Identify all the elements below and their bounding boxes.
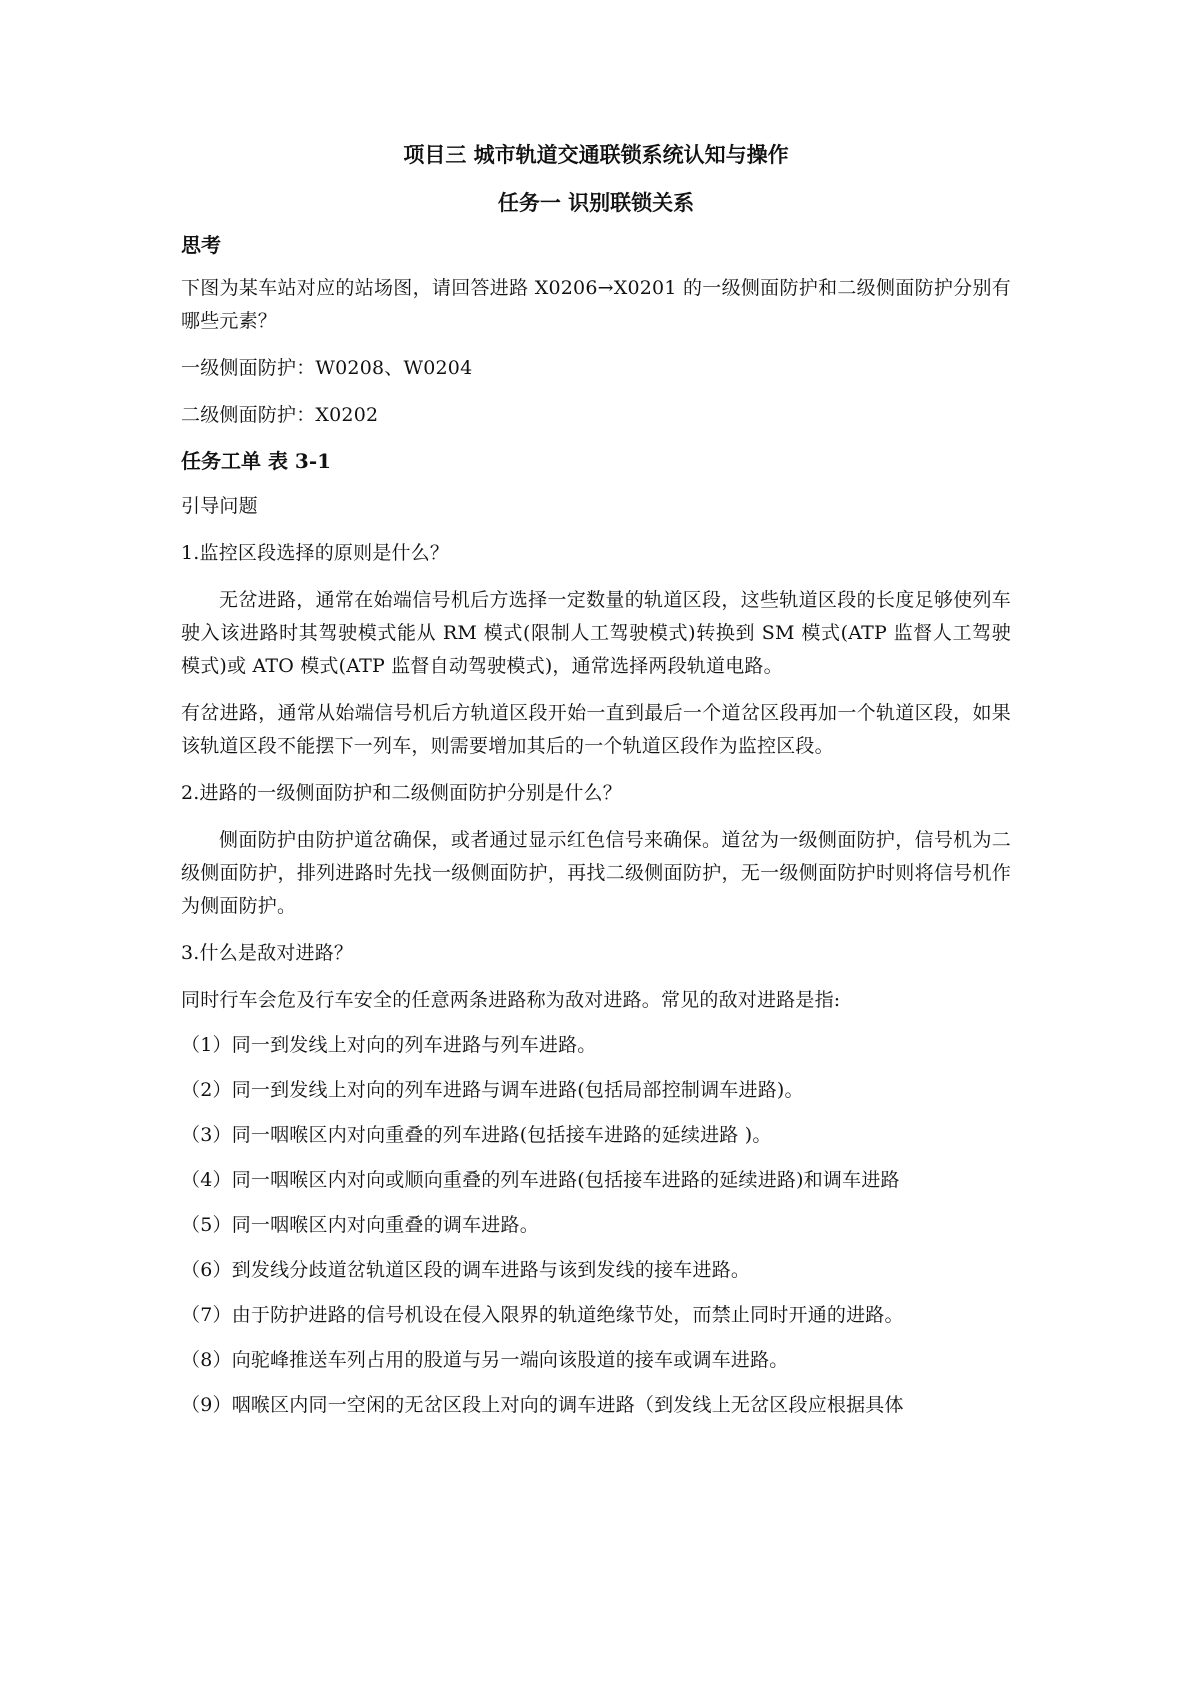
think-question: 下图为某车站对应的站场图，请回答进路 X0206→X0201 的一级侧面防护和二级侧面防护分别有哪些元素？ xyxy=(181,277,1011,332)
question-2: 2.进路的一级侧面防护和二级侧面防护分别是什么？ xyxy=(181,782,622,804)
answer-level1: 一级侧面防护：W0208、W0204 xyxy=(181,357,473,379)
question-3-intro: 同时行车会危及行车安全的任意两条进路称为敌对进路。常见的敌对进路是指: xyxy=(181,989,841,1011)
question-2-paragraph: 侧面防护由防护道岔确保，或者通过显示红色信号来确保。道岔为一级侧面防护，信号机为二级侧面防护，排列进路时先找一级侧面防护，再找二级侧面防护，无一级侧面防护时则将信号机作为侧面防护。 xyxy=(181,829,1011,917)
answer-level2: 二级侧面防护：X0202 xyxy=(181,404,379,426)
list-item: （4）同一咽喉区内对向或顺向重叠的列车进路(包括接车进路的延续进路)和调车进路 xyxy=(181,1169,900,1191)
list-item: （9）咽喉区内同一空闲的无岔区段上对向的调车进路（到发线上无岔区段应根据具体 xyxy=(181,1394,904,1416)
guide-label: 引导问题 xyxy=(181,495,258,517)
think-heading: 思考 xyxy=(181,233,221,257)
list-item: （2）同一到发线上对向的列车进路与调车进路(包括局部控制调车进路)。 xyxy=(181,1079,804,1101)
document-subtitle: 任务一 识别联锁关系 xyxy=(497,190,695,215)
list-item: （3）同一咽喉区内对向重叠的列车进路(包括接车进路的延续进路 )。 xyxy=(181,1124,772,1146)
worksheet-heading: 任务工单 表 3-1 xyxy=(181,449,332,473)
document-title: 项目三 城市轨道交通联锁系统认知与操作 xyxy=(403,142,789,167)
question-3: 3.什么是敌对进路？ xyxy=(181,942,354,964)
list-item: （1）同一到发线上对向的列车进路与列车进路。 xyxy=(181,1034,597,1056)
list-item: （7）由于防护进路的信号机设在侵入限界的轨道绝缘节处，而禁止同时开通的进路。 xyxy=(181,1304,904,1326)
question-1: 1.监控区段选择的原则是什么？ xyxy=(181,542,450,564)
question-1-paragraph-2: 有岔进路，通常从始端信号机后方轨道区段开始一直到最后一个道岔区段再加一个轨道区段，如果该轨道区段不能摆下一列车，则需要增加其后的一个轨道区段作为监控区段。 xyxy=(181,702,1011,757)
list-item: （8）向驼峰推送车列占用的股道与另一端向该股道的接车或调车进路。 xyxy=(181,1349,789,1371)
list-item: （5）同一咽喉区内对向重叠的调车进路。 xyxy=(181,1214,539,1236)
question-1-paragraph-1: 无岔进路，通常在始端信号机后方选择一定数量的轨道区段，这些轨道区段的长度足够使列车驶入该进路时其驾驶模式能从 RM 模式(限制人工驾驶模式)转换到 SM 模式(ATP 监督人工驾驶模式)或 ATO 模式(ATP 监督自动驾驶模式)，通常选择两段轨道电路。 xyxy=(181,589,1011,677)
document-content xyxy=(181,140,1011,1422)
list-item: （6）到发线分歧道岔轨道区段的调车进路与该到发线的接车进路。 xyxy=(181,1259,751,1281)
